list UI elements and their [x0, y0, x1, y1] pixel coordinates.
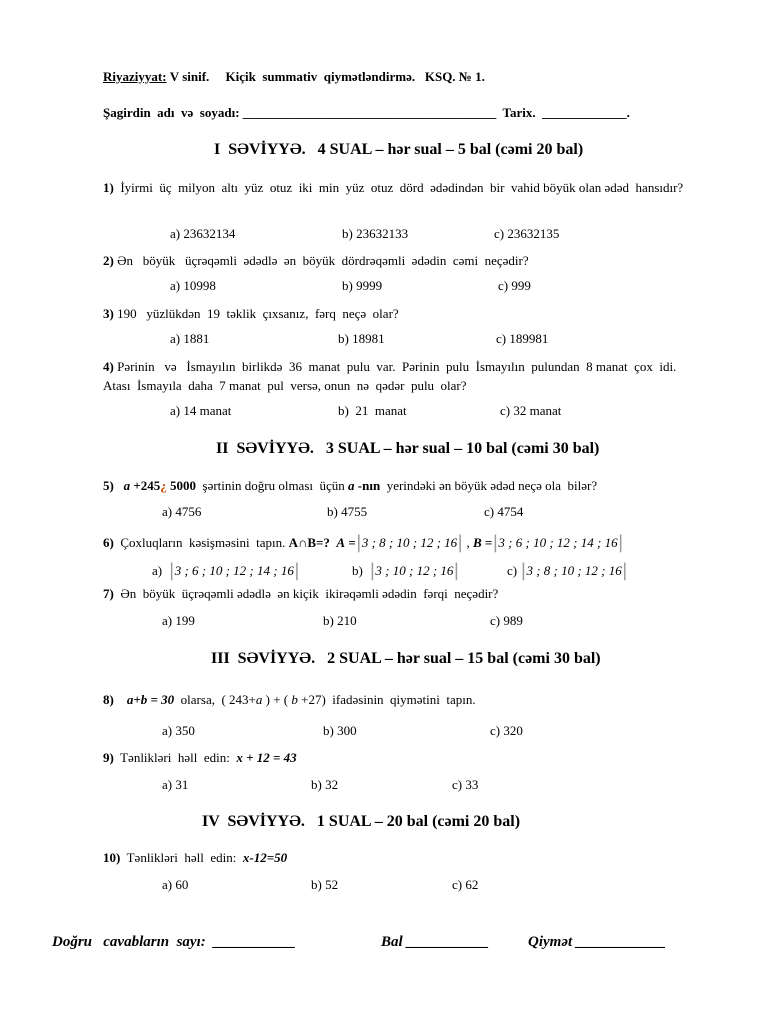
q7-option-a[interactable]: a) 199 [162, 613, 195, 628]
brace-right: | [293, 560, 300, 581]
q2-option-b[interactable]: b) 9999 [342, 278, 383, 293]
question-text: yerindəki ən böyük ədəd neçə ola bilər? [380, 478, 598, 493]
equals-sign: = [481, 535, 493, 550]
question-number: 6) [103, 535, 114, 550]
intersection-expression: A∩B=? [288, 535, 330, 550]
q8-option-c[interactable]: c) 320 [490, 723, 523, 738]
q1-option-c[interactable]: c) 23632135 [494, 226, 560, 241]
correct-answers-count [52, 934, 296, 951]
q5-option-b[interactable]: b) 4755 [327, 504, 368, 519]
section-title-3: III SƏVİYYƏ. 2 SUAL – hər sual – 15 bal (cəmi 30 bal) [211, 650, 601, 667]
q1-option-a[interactable]: a) 23632134 [170, 226, 236, 241]
set-a-name: A [336, 535, 346, 550]
header-line [103, 69, 485, 85]
option-label: c) [507, 563, 518, 578]
q6-option-b[interactable] [352, 559, 460, 580]
question-8 [103, 692, 476, 708]
question-text: +27) ifadəsinin qiymətini tapın. [297, 692, 476, 707]
score-label: Bal [381, 934, 403, 950]
brace-left: | [168, 560, 175, 581]
separator: , [463, 535, 473, 550]
score-field[interactable]: ___________ [406, 934, 489, 950]
option-label: a) [152, 563, 163, 578]
question-text: ) + ( [262, 692, 292, 707]
q9-option-b[interactable]: b) 32 [311, 777, 339, 792]
student-line [103, 105, 630, 121]
question-number: 10) [103, 850, 121, 865]
question-text: Ən böyük üçrəqəmli ədədlə ən böyük dördrəqəmli ədədin cəmi neçədir? [113, 253, 529, 268]
q6-option-c[interactable] [507, 559, 628, 580]
option-set: 3 ; 10 ; 12 ; 16 [375, 563, 454, 578]
q7-option-c[interactable]: c) 989 [490, 613, 523, 628]
brace-left: | [369, 560, 376, 581]
question-text: Ən böyük üçrəqəmli ədədlə ən kiçik ikirəqəmli ədədin fərqi neçədir? [113, 586, 499, 601]
question-text: 190 yüzlükdən 19 təklik çıxsanız, fərq neçə olar? [113, 306, 399, 321]
equation: x + 12 = 43 [236, 750, 297, 765]
question-number: 3) [103, 306, 114, 321]
q9-option-a[interactable]: a) 31 [162, 777, 189, 792]
q6-option-a[interactable] [152, 559, 300, 580]
q7-option-b[interactable]: b) 210 [323, 613, 357, 628]
option-set: 3 ; 8 ; 10 ; 12 ; 16 [526, 563, 622, 578]
q2-option-a[interactable]: a) 10998 [170, 278, 216, 293]
brace-right: | [621, 560, 628, 581]
question-3 [103, 304, 705, 323]
question-1 [103, 178, 705, 197]
set-b-values: 3 ; 6 ; 10 ; 12 ; 14 ; 16 [498, 535, 618, 550]
correct-answers-label: Doğru cavabların sayı: [52, 934, 206, 950]
grade-label: Qiymət [528, 934, 573, 950]
question-9 [103, 750, 297, 766]
set-a-values: 3 ; 8 ; 10 ; 12 ; 16 [361, 535, 458, 550]
equals-sign: = [345, 535, 356, 550]
variable-a: a [123, 478, 131, 493]
correct-answers-field[interactable]: ___________ [213, 934, 296, 950]
question-text: Tənlikləri həll edin: [113, 750, 237, 765]
question-text: olarsa, ( 243+ [174, 692, 256, 707]
brace-right: | [457, 532, 464, 553]
q2-option-c[interactable]: c) 999 [498, 278, 531, 293]
option-set: 3 ; 6 ; 10 ; 12 ; 14 ; 16 [174, 563, 294, 578]
date-field[interactable]: _____________. [542, 105, 630, 120]
question-number: 9) [103, 750, 114, 765]
variable-a: a [255, 692, 263, 707]
question-4 [103, 357, 705, 395]
q5-option-a[interactable]: a) 4756 [162, 504, 202, 519]
variable-b: b [291, 692, 298, 707]
student-name-field[interactable]: _______________________________________ [242, 105, 497, 120]
question-text: İyirmi üç milyon altı yüz otuz iki min yüz otuz dörd ədədindən bir vahid böyük olan ədəd hansıdır? [113, 180, 684, 195]
question-number: 1) [103, 180, 114, 195]
question-6 [103, 531, 624, 552]
condition-equation: a+b = 30 [126, 692, 175, 707]
q3-option-c[interactable]: c) 189981 [496, 331, 549, 346]
question-text: şərtinin doğru olması üçün [196, 478, 349, 493]
brace-right: | [617, 532, 624, 553]
q10-option-b[interactable]: b) 52 [311, 877, 339, 892]
set-b-name: B [473, 535, 482, 550]
brace-left: | [355, 532, 362, 553]
brace-right: | [453, 560, 460, 581]
q3-option-b[interactable]: b) 18981 [338, 331, 385, 346]
q3-option-a[interactable]: a) 1881 [170, 331, 210, 346]
question-number: 2) [103, 253, 114, 268]
q9-option-c[interactable]: c) 33 [452, 777, 479, 792]
q4-option-b[interactable]: b) 21 manat [338, 403, 407, 418]
expression-value: 5000 [166, 478, 197, 493]
question-number: 4) [103, 359, 114, 374]
question-text: Çoxluqların kəsişməsini tapın. [113, 535, 289, 550]
question-number: 8) [103, 692, 114, 707]
question-text: Pərinin və İsmayılın birlikdə 36 manat pulu var. Pərinin pulu İsmayılın pulundan 8 manat çox idi. Atası İsmayıla daha 7 manat pul versə, onun nə qədər pulu olar? [103, 359, 683, 393]
q1-option-b[interactable]: b) 23632133 [342, 226, 409, 241]
question-5 [103, 478, 597, 494]
expression: +245 [130, 478, 161, 493]
section-title-2: II SƏVİYYƏ. 3 SUAL – hər sual – 10 bal (cəmi 30 bal) [216, 440, 600, 457]
question-number: 7) [103, 586, 114, 601]
q4-option-a[interactable]: a) 14 manat [170, 403, 232, 418]
brace-left: | [492, 532, 499, 553]
question-number: 5) [103, 478, 114, 493]
worksheet-title: V sinif. Kiçik summativ qiymətləndirmə. KSQ. № 1. [169, 69, 485, 84]
missing-sign-glyph: ¿ [160, 478, 167, 493]
q8-option-a[interactable]: a) 350 [162, 723, 195, 738]
option-label: b) [352, 563, 363, 578]
score [381, 934, 489, 951]
date-label: Tarix. [502, 105, 536, 120]
grade [528, 934, 666, 951]
question-2 [103, 251, 705, 270]
section-title-4: IV SƏVİYYƏ. 1 SUAL – 20 bal (cəmi 20 bal) [202, 813, 521, 830]
section-title-1: I SƏVİYYƏ. 4 SUAL – hər sual – 5 bal (cəmi 20 bal) [214, 141, 584, 158]
q5-option-c[interactable]: c) 4754 [484, 504, 524, 519]
subject-label: Riyaziyyat: [103, 69, 167, 84]
q4-option-c[interactable]: c) 32 manat [500, 403, 562, 418]
variable-a: a [348, 478, 355, 493]
variable-suffix: -nın [354, 478, 381, 493]
question-10 [103, 850, 287, 866]
q10-option-a[interactable]: a) 60 [162, 877, 189, 892]
q10-option-c[interactable]: c) 62 [452, 877, 479, 892]
equation: x-12=50 [242, 850, 288, 865]
question-7 [103, 586, 498, 602]
q8-option-b[interactable]: b) 300 [323, 723, 357, 738]
student-name-label: Şagirdin adı və soyadı: [103, 105, 240, 120]
grade-field[interactable]: ____________ [575, 934, 666, 950]
question-text: Tənlikləri həll edin: [120, 850, 243, 865]
brace-left: | [520, 560, 527, 581]
